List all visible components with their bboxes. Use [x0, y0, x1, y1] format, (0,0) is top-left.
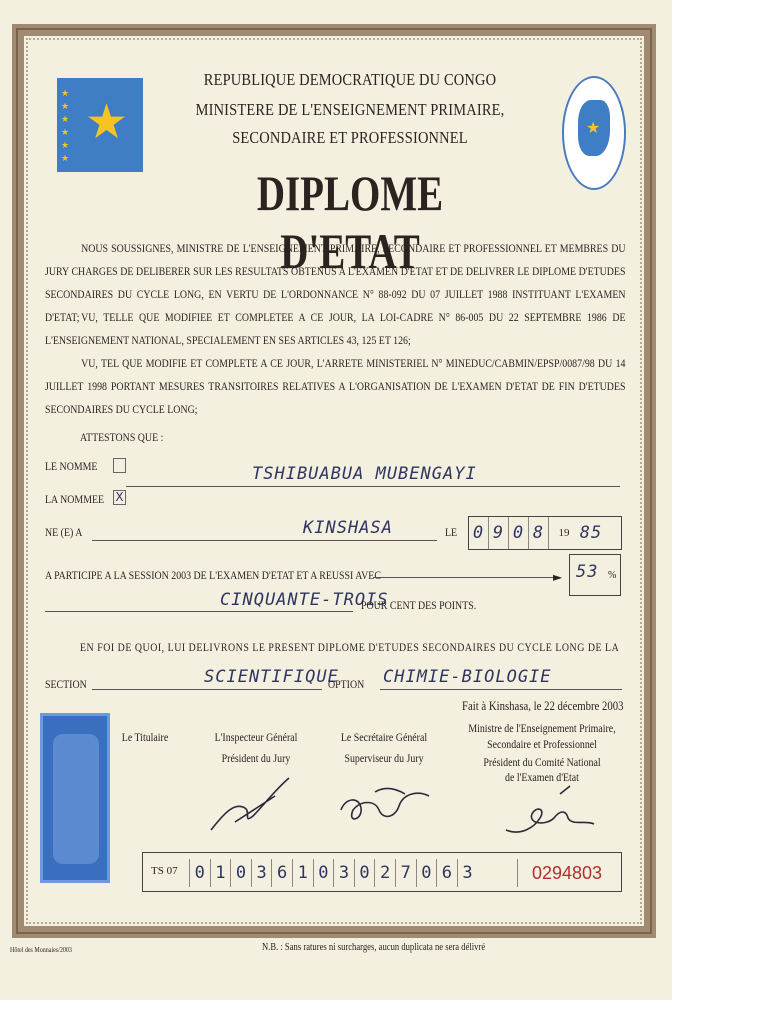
number-digit: 6: [436, 859, 457, 887]
number-digit: 0: [354, 859, 375, 887]
number-digit: 0: [230, 859, 251, 887]
number-digit: 1: [292, 859, 313, 887]
section-value: SCIENTIFIQUE: [204, 667, 339, 687]
participation-text: A PARTICIPE A LA SESSION 2003 DE L'EXAMEN D'ETAT ET A REUSSI AVEC: [45, 570, 381, 582]
birthplace-label: NE (E) A: [45, 527, 83, 539]
birthdate-digit: 0: [469, 517, 489, 549]
section-line: [92, 689, 322, 690]
option-line: [380, 689, 622, 690]
arrow-icon: ►: [553, 570, 563, 584]
drc-flag-icon: ★ ★ ★ ★ ★ ★ ★: [57, 78, 143, 172]
ministre-title-1: Ministre de l'Enseignement Primaire,: [468, 723, 616, 735]
name-line: [126, 486, 620, 487]
paragraph-arrete: VU, TEL QUE MODIFIE ET COMPLETE A CE JOUR, L'ARRETE MINISTERIEL N° MINEDUC/CABMIN/EPSP/0087/98 DU 14 JUILLET 1998 PORTANT MESURES TRANSITOIRES RELATIVES A L'ORGANISATION DE L'EXAMEN D'ETAT DE FIN D'ETUDES SECONDAIRES DU CYCLE LONG;: [45, 358, 626, 416]
en-foi-text: EN FOI DE QUOI, LUI DELIVRONS LE PRESENT DIPLOME D'ETUDES SECONDAIRES DU CYCLE LONG DE LA: [80, 642, 620, 654]
number-digit: 3: [333, 859, 354, 887]
ministre-title-2: Secondaire et Professionnel: [487, 739, 597, 751]
printer-mark: Hôtel des Monnaies/2003: [10, 946, 72, 954]
birthdate-digit: 9: [489, 517, 509, 549]
la-nommee-label: LA NOMMEE: [45, 494, 105, 506]
ministre-title-4: de l'Examen d'Etat: [505, 772, 579, 784]
le-nomme-label: LE NOMME: [45, 461, 98, 473]
inspecteur-signature-icon: [205, 772, 295, 836]
number-digits: [189, 859, 477, 887]
republic-heading: REPUBLIQUE DEMOCRATIQUE DU CONGO: [203, 70, 497, 89]
la-nommee-checkbox: X: [113, 490, 126, 505]
secretaire-signature-icon: [335, 780, 435, 830]
le-nomme-checkbox: [113, 458, 126, 473]
section-label: SECTION: [45, 679, 87, 691]
score-words: CINQUANTE-TROIS: [220, 590, 389, 610]
footer-note: N.B. : Sans ratures ni surcharges, aucun duplicata ne sera délivré: [262, 942, 486, 953]
ministry-seal-icon: ★: [562, 76, 626, 190]
paragraph-loi-cadre: VU, TELLE QUE MODIFIEE ET COMPLETEE A CE JOUR, LA LOI-CADRE N° 86-005 DU 22 SEPTEMBRE 1986 DE L'ENSEIGNEMENT NATIONAL, SPECIALEMENT EN SES ARTICLES 43, 125 ET 126;: [45, 312, 626, 347]
number-digit: 0: [313, 859, 334, 887]
birth-year: 85: [579, 523, 603, 543]
birthplace-line: [92, 540, 437, 541]
number-digit: 7: [395, 859, 416, 887]
number-digit: 6: [271, 859, 292, 887]
ministry-heading-1: MINISTERE DE L'ENSEIGNEMENT PRIMAIRE,: [195, 100, 505, 119]
option-label: OPTION: [328, 679, 365, 691]
titulaire-label: Le Titulaire: [121, 732, 169, 744]
arrow-line: [373, 577, 559, 578]
number-digit: 3: [457, 859, 478, 887]
number-digit: 2: [374, 859, 395, 887]
number-digit: 0: [189, 859, 210, 887]
diploma-title: DIPLOME D'ETAT: [256, 165, 444, 279]
birthdate-box: [468, 516, 622, 550]
inspecteur-role: Président du Jury: [221, 753, 291, 765]
score-box: [569, 554, 621, 596]
pour-cent-label: POUR CENT DES POINTS.: [361, 600, 477, 612]
photo-stamp-icon: [40, 713, 110, 883]
score-words-line: [45, 611, 353, 612]
percent-sign: %: [608, 570, 617, 581]
issue-place-date: Fait à Kinshasa, le 22 décembre 2003: [462, 699, 624, 713]
attestons-label: ATTESTONS QUE :: [80, 432, 164, 444]
birthdate-label: LE: [445, 527, 458, 539]
secretaire-title: Le Secrétaire Général: [340, 732, 428, 744]
birth-century: 19: [558, 527, 570, 539]
serial-number: 0294803: [517, 859, 616, 887]
paragraph-preamble: NOUS SOUSSIGNES, MINISTRE DE L'ENSEIGNEMENT PRIMAIRE, SECONDAIRE ET PROFESSIONNEL ET MEMBRES DU JURY CHARGES DE DELIBERER SUR LES RESULTATS OBTENUS A L'EXAMEN D'ETAT ET DE DELIVRER LE DIPLOME D'ETUDES SECONDAIRES DU CYCLE LONG, EN VERTU DE L'ORDONNANCE N° 88-092 DU 07 JUILLET 1988 INSTITUANT L'EXAMEN D'ETAT;: [45, 243, 626, 324]
ministre-title-3: Président du Comité National: [483, 757, 601, 769]
option-value: CHIMIE-BIOLOGIE: [383, 667, 552, 687]
birthdate-digit: 8: [529, 517, 549, 549]
number-digit: 1: [210, 859, 231, 887]
certificate-number-row: [142, 852, 622, 892]
series-prefix: TS 07: [151, 865, 178, 877]
holder-name: TSHIBUABUA MUBENGAYI: [252, 464, 477, 484]
number-digit: 3: [251, 859, 272, 887]
secretaire-role: Superviseur du Jury: [344, 753, 424, 765]
inspecteur-title: L'Inspecteur Général: [214, 732, 298, 744]
birthplace-value: KINSHASA: [303, 518, 393, 538]
score-value: 53: [576, 562, 599, 582]
number-digit: 0: [416, 859, 437, 887]
ministry-heading-2: SECONDAIRE ET PROFESSIONNEL: [232, 128, 468, 147]
birthdate-digit: 0: [509, 517, 529, 549]
ministre-signature-icon: [500, 780, 600, 842]
